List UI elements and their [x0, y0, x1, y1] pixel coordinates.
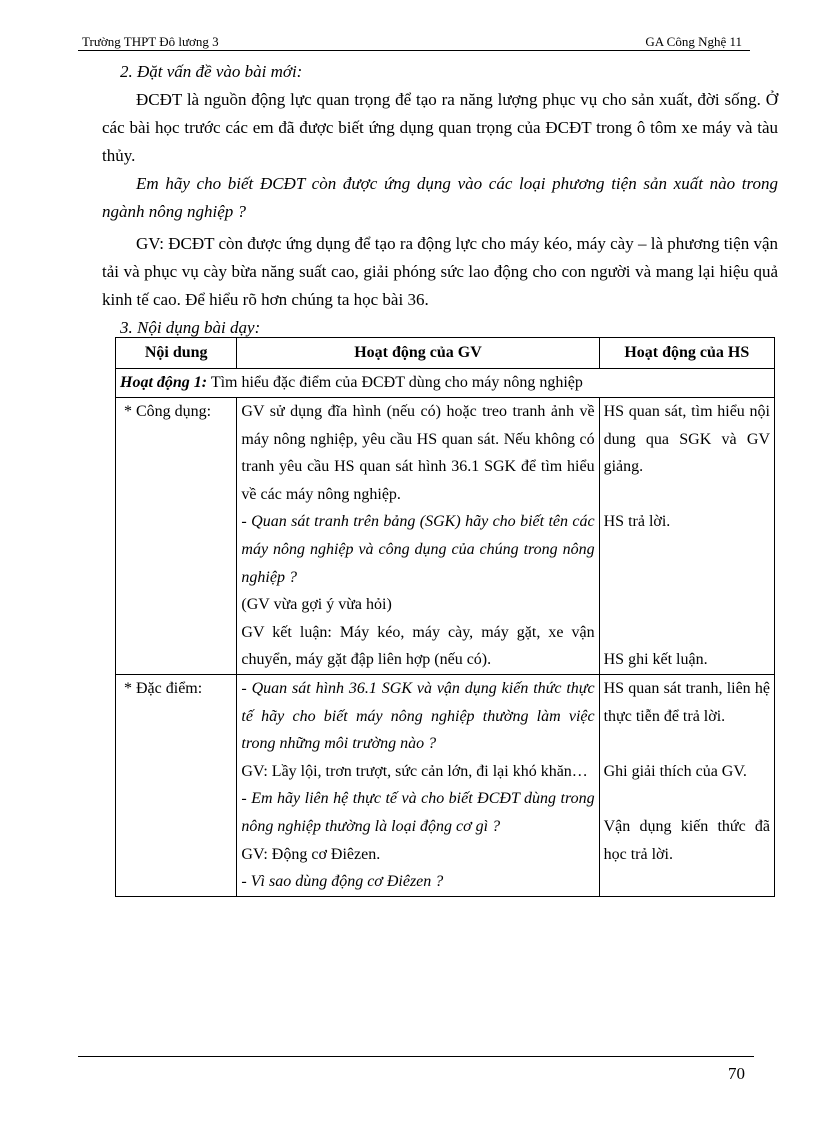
gv-text: GV: Động cơ Điêzen. — [241, 845, 381, 863]
gv-conclusion: GV kết luận: Máy kéo, máy cày, máy gặt, xe vận chuyển, máy gặt đập liên hợp (nếu có). — [241, 623, 595, 669]
table-row — [116, 674, 775, 896]
footer-divider — [78, 1056, 754, 1057]
table-row — [116, 398, 775, 675]
hs-text: HS ghi kết luận. — [603, 651, 708, 669]
gv-question: - Em hãy liên hệ thực tế và cho biết ĐCĐT dùng trong nông nghiệp thường là loại động cơ gì ? — [241, 790, 595, 835]
intro-paragraph-2: GV: ĐCĐT còn được ứng dụng để tạo ra động lực cho máy kéo, máy cày – là phương tiện vận tải và phục vụ cày bừa năng suất cao, giải phóng sức lao động cho con người và mang lại hiệu quả kinh tế cao. Để hiểu rõ hơn chúng ta học bài 36. — [102, 234, 778, 309]
hs-text: Vận dụng kiến thức đã học trả lời. — [603, 817, 770, 863]
row1-hs — [599, 398, 774, 675]
gv-question: - Vì sao dùng động cơ Điêzen ? — [241, 873, 444, 891]
hs-text: Ghi giải thích của GV. — [603, 762, 747, 780]
gv-question: - Quan sát tranh trên bảng (SGK) hãy cho biết tên các máy nông nghiệp và công dụng của chúng trong nông nghiệp ? — [241, 513, 595, 586]
gv-text: GV: Lầy lội, trơn trượt, sức cản lớn, đi lại khó khăn… — [241, 762, 588, 780]
activity-row — [116, 369, 775, 398]
intro-question: Em hãy cho biết ĐCĐT còn được ứng dụng vào các loại phương tiện sản xuất nào trong ngành nông nghiệp ? — [102, 174, 778, 221]
intro-section — [102, 60, 778, 340]
row2-hs — [599, 674, 774, 896]
header-hs: Hoạt động của HS — [599, 338, 774, 369]
gv-text: (GV vừa gợi ý vừa hỏi) — [241, 596, 392, 614]
section3-title: 3. Nội dụng bài dạy: — [120, 318, 261, 337]
activity-text: Tìm hiểu đặc điểm của ĐCĐT dùng cho máy nông nghiệp — [207, 374, 583, 391]
content-label: * Đặc điểm: — [124, 679, 203, 697]
header-school: Trường THPT Đô lương 3 — [82, 34, 219, 49]
gv-question: - Quan sát hình 36.1 SGK và vận dụng kiến thức thực tế hãy cho biết máy nông nghiệp thường làm việc trong những môi trường nào ? — [241, 679, 595, 753]
intro-paragraph-1: ĐCĐT là nguồn động lực quan trọng để tạo ra năng lượng phục vụ cho sản xuất, đời sống. Ở các bài học trước các em đã được biết ứng dụng quan trọng của ĐCĐT trong ô tôm xe máy và tàu thủy. — [102, 90, 778, 165]
activity-label: Hoạt động 1: — [120, 374, 208, 391]
row1-content — [116, 398, 237, 675]
hs-text: HS quan sát, tìm hiểu nội dung qua SGK và GV giảng. — [603, 403, 770, 476]
content-label: * Công dụng: — [124, 403, 212, 420]
row2-gv — [237, 674, 599, 896]
page-header — [78, 34, 750, 51]
table-header-row — [116, 338, 775, 369]
lesson-table — [115, 337, 775, 897]
section2-title: 2. Đặt vấn đề vào bài mới: — [120, 62, 303, 81]
row2-content — [116, 674, 237, 896]
activity-cell — [116, 369, 775, 398]
header-subject: GA Công Nghệ 11 — [645, 34, 742, 49]
hs-text: HS quan sát tranh, liên hệ thực tiễn để trả lời. — [603, 679, 770, 725]
gv-text: GV sử dụng đĩa hình (nếu có) hoặc treo tranh ảnh về máy nông nghiệp, yêu cầu HS quan sát. Nếu không có tranh yêu cầu HS quan sát hình 36.1 SGK để tìm hiểu về các máy nông nghiệp. — [241, 403, 595, 503]
header-content: Nội dung — [116, 338, 237, 369]
page-number: 70 — [728, 1064, 745, 1083]
row1-gv — [237, 398, 599, 675]
hs-text: HS trả lời. — [603, 513, 671, 531]
header-gv: Hoạt động của GV — [237, 338, 599, 369]
